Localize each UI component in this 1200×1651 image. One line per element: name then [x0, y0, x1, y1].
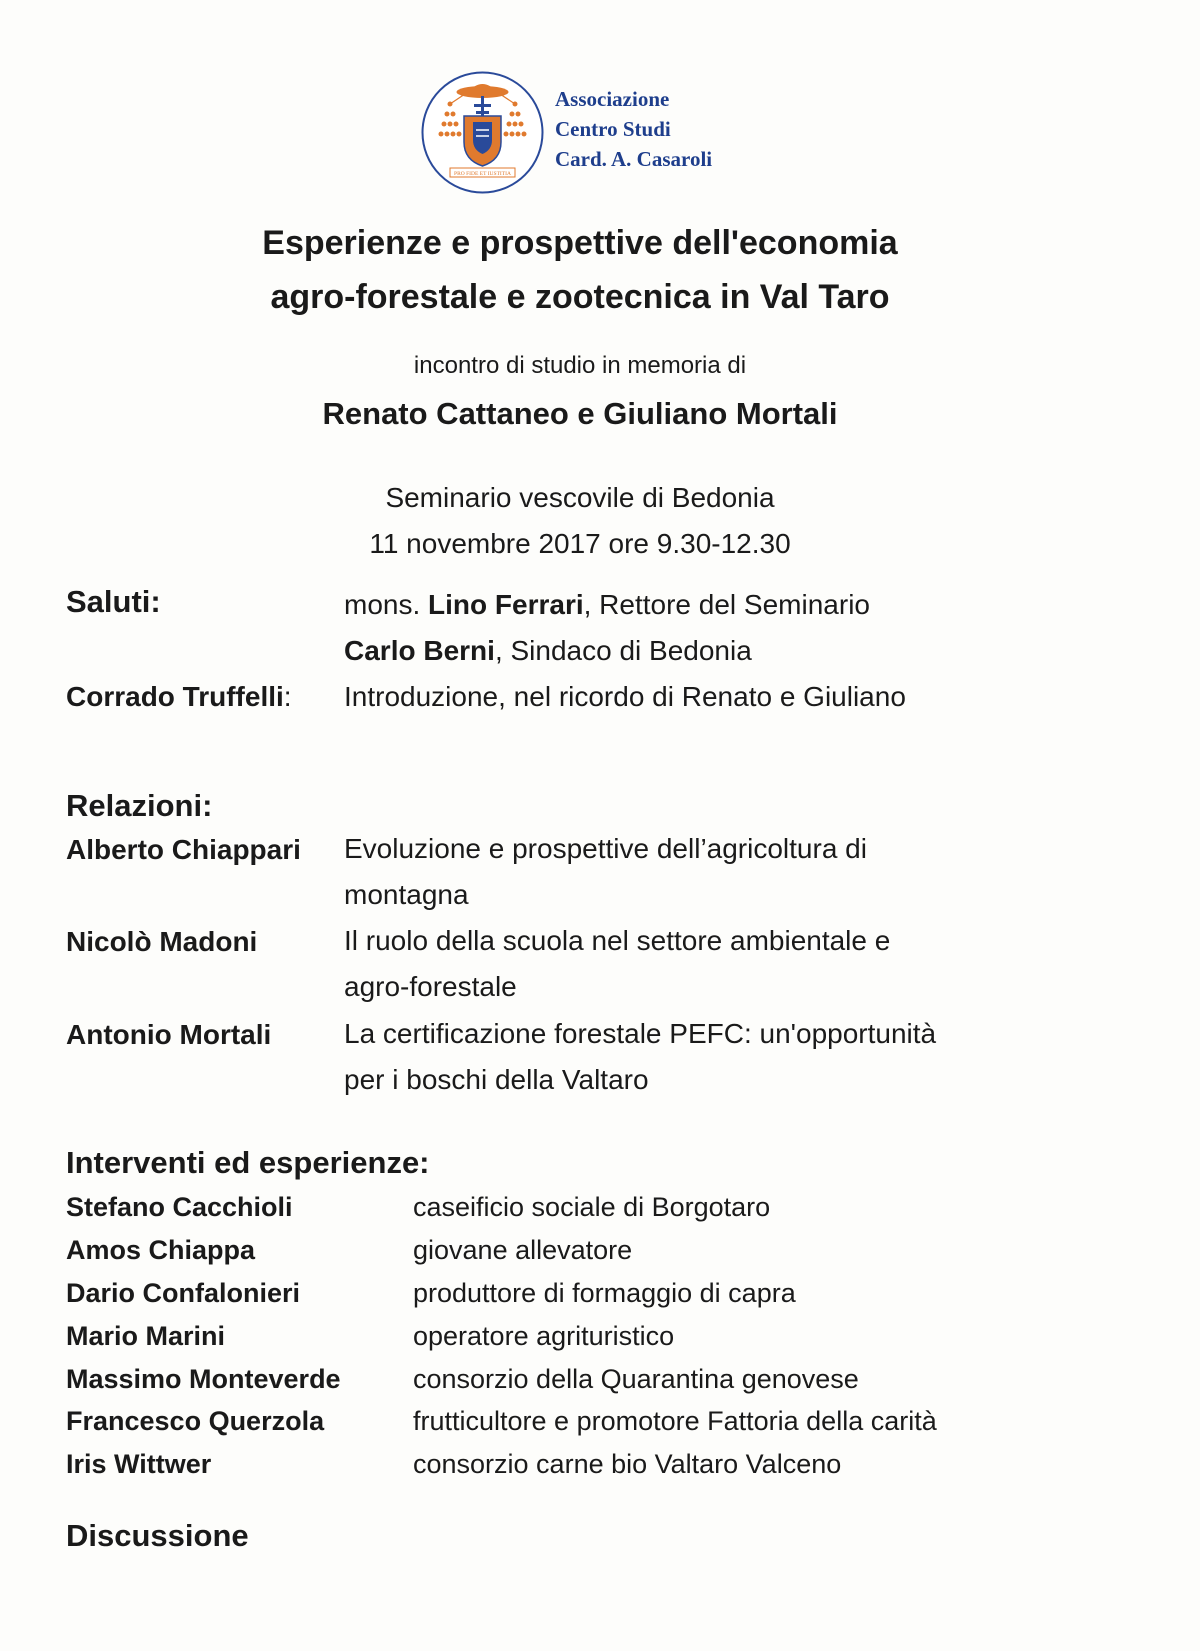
- venue-place: Seminario vescovile di Bedonia: [385, 482, 775, 513]
- participant-role: frutticultore e promotore Fattoria della carità: [413, 1406, 937, 1436]
- venue-block: [0, 475, 1160, 567]
- participant-role: consorzio carne bio Valtaro Valceno: [413, 1449, 842, 1479]
- saluti-name: Carlo Berni: [344, 635, 495, 666]
- speaker-name: Nicolò Madoni: [66, 926, 258, 957]
- header-logo: [420, 70, 750, 195]
- talk-title-line: Il ruolo della scuola nel settore ambientale e: [344, 925, 891, 956]
- saluti-role: , Rettore del Seminario: [583, 589, 870, 620]
- interventi-heading: Interventi ed esperienze:: [66, 1145, 430, 1180]
- saluti-prefix: mons.: [344, 589, 429, 620]
- speaker-name: Alberto Chiappari: [66, 834, 301, 865]
- introduction-text: Introduzione, nel ricordo di Renato e Giuliano: [344, 681, 906, 712]
- speaker-name: Antonio Mortali: [66, 1019, 272, 1050]
- participant-name: Dario Confalonieri: [66, 1278, 301, 1308]
- participant-name: Stefano Cacchioli: [66, 1192, 293, 1222]
- saluti-item: [344, 582, 870, 628]
- coat-of-arms-seal: [420, 70, 545, 195]
- association-line-1: Associazione: [555, 87, 670, 111]
- honorees: Renato Cattaneo e Giuliano Mortali: [322, 396, 838, 431]
- saluti-name: Lino Ferrari: [428, 589, 584, 620]
- saluti-item: [344, 628, 752, 674]
- event-subtitle: incontro di studio in memoria di: [413, 352, 747, 379]
- saluti-heading: Saluti:: [66, 584, 161, 619]
- venue-date: 11 novembre 2017 ore 9.30-12.30: [369, 528, 791, 559]
- association-name: [555, 84, 712, 174]
- participant-role: caseificio sociale di Borgotaro: [413, 1192, 771, 1222]
- participant-role: produttore di formaggio di capra: [413, 1278, 796, 1308]
- participant-name: Amos Chiappa: [66, 1235, 256, 1265]
- talk-title: [344, 918, 890, 1010]
- svg-text:PRO FIDE ET IUSTITIA: PRO FIDE ET IUSTITIA: [454, 171, 511, 177]
- association-line-2: Centro Studi: [555, 117, 671, 141]
- participant-role: consorzio della Quarantina genovese: [413, 1364, 859, 1394]
- talk-title: [344, 1011, 936, 1103]
- participant-name: Massimo Monteverde: [66, 1364, 341, 1394]
- talk-title: [344, 826, 867, 918]
- event-title-line-2: agro-forestale e zootecnica in Val Taro: [270, 278, 890, 316]
- participant-name: Mario Marini: [66, 1321, 226, 1351]
- participant-name: Iris Wittwer: [66, 1449, 212, 1479]
- participant-name: Francesco Querzola: [66, 1406, 325, 1436]
- introduction-colon: :: [283, 681, 292, 712]
- introduction-speaker: [66, 674, 292, 720]
- introduction-speaker-name: Corrado Truffelli: [66, 681, 284, 712]
- talk-title-line: agro-forestale: [344, 971, 517, 1002]
- event-title-line-1: Esperienze e prospettive dell'economia: [262, 224, 898, 262]
- closing-discussion: Discussione: [66, 1518, 249, 1553]
- saluti-role: , Sindaco di Bedonia: [494, 635, 752, 666]
- talk-title-line: Evoluzione e prospettive dell’agricoltura di: [344, 833, 867, 864]
- participant-role: operatore agrituristico: [413, 1321, 675, 1351]
- talk-title-line: La certificazione forestale PEFC: un'opportunità: [344, 1018, 937, 1049]
- event-title: [0, 216, 1160, 324]
- association-line-3: Card. A. Casaroli: [555, 147, 713, 171]
- relazioni-heading: Relazioni:: [66, 788, 213, 823]
- talk-title-line: per i boschi della Valtaro: [344, 1064, 649, 1095]
- talk-title-line: montagna: [344, 879, 469, 910]
- participant-role: giovane allevatore: [413, 1235, 633, 1265]
